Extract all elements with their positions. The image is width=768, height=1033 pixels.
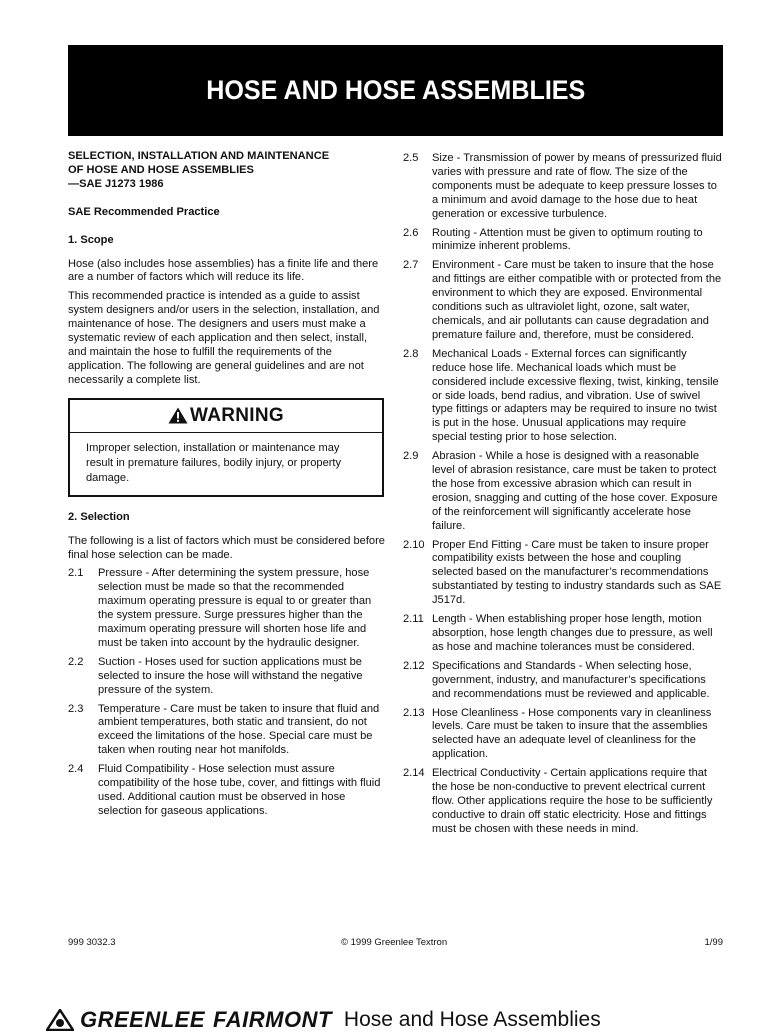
list-item <box>403 660 723 702</box>
brand-footer <box>46 1008 601 1032</box>
scope-heading: 1. Scope <box>68 233 114 246</box>
left-column <box>68 150 386 824</box>
item-text: Mechanical Loads - External forces can significantly reduce hose life. Mechanical loads which must be considered include excessive flexing, twist, kinking, tensile or side loads, bend radius, and vibration. Use of swivel type fittings or adapters may be required to insure no twist is put in the hose. Unusual applications may require special testing prior to hose selection. <box>432 347 719 444</box>
item-number: 2.12 <box>403 659 425 672</box>
document-heading-line: SELECTION, INSTALLATION AND MAINTENANCE <box>68 150 330 162</box>
item-text: Temperature - Care must be taken to insure that fluid and ambient temperatures, both static and transient, do not exceed the limitations of the hose. Special care must be taken when routing near hot manifolds. <box>98 702 380 757</box>
practice-label: SAE Recommended Practice <box>68 205 220 218</box>
item-number: 2.9 <box>403 450 419 463</box>
scope-paragraph: Hose (also includes hose assemblies) has a finite life and there are a number of factors which will reduce its life. <box>68 257 379 284</box>
list-item <box>403 152 723 222</box>
list-item <box>403 707 723 763</box>
item-text: Pressure - After determining the system pressure, hose selection must be made so that the recommended maximum operating pressure is equal to or greater than the system pressure. Surge pressures higher than the maximum operating pressure will shorten hose life and must be taken into account by the hydraulic designer. <box>98 567 372 649</box>
item-text: Electrical Conductivity - Certain applications require that the hose be non-conductive to prevent electrical current flow. Other applications require the hose to be sufficiently conductive to drain off static electricity. Hose and fittings must be chosen with these needs in mind. <box>432 767 713 835</box>
item-number: 2.7 <box>403 259 419 272</box>
list-item <box>403 539 723 609</box>
brand-tagline: Hose and Hose Assemblies <box>343 1008 601 1031</box>
item-text: Size - Transmission of power by means of pressurized fluid varies with pressure and rate of flow. The size of the components must be adequate to keep pressure losses to a minimum and avoid damage to the hose due to heat generation or excessive turbulence. <box>432 152 722 220</box>
item-number: 2.4 <box>68 763 84 776</box>
item-number: 2.11 <box>403 613 424 626</box>
title-banner <box>68 45 723 136</box>
list-item <box>403 767 723 837</box>
item-text: Abrasion - While a hose is designed with a reasonable level of abrasion resistance, care must be taken to protect the hose from excessive abrasion which can result in erosion, snagging and cutting of the hose cover. Exposure of the reinforcement will significantly accelerate hose failure. <box>432 450 718 532</box>
item-number: 2.1 <box>68 567 84 580</box>
list-item <box>403 450 723 533</box>
item-number: 2.8 <box>403 347 419 360</box>
warning-title: WARNING <box>190 404 284 426</box>
list-item <box>68 703 386 759</box>
selection-intro: The following is a list of factors which must be considered before final hose selection can be made. <box>68 534 385 561</box>
item-text: Specifications and Standards - When selecting hose, government, industry, and manufacturer’s specifications and recommendations must be reviewed and applicable. <box>432 659 710 700</box>
page-title: HOSE AND HOSE ASSEMBLIES <box>205 75 586 105</box>
warning-header <box>70 400 382 433</box>
revision-date: 1/99 <box>704 937 723 948</box>
item-number: 2.6 <box>403 226 419 239</box>
list-item <box>403 348 723 445</box>
document-heading-line: —SAE J1273 1986 <box>68 177 164 190</box>
item-number: 2.10 <box>403 538 425 551</box>
warning-triangle-icon <box>168 407 188 424</box>
document-heading <box>68 150 386 192</box>
item-text: Length - When establishing proper hose length, motion absorption, hose length changes due to pressure, as well as hose and machine tolerances must be considered. <box>432 613 713 653</box>
item-number: 2.13 <box>403 706 425 719</box>
item-text: Proper End Fitting - Care must be taken to insure proper compatibility exists between the hose and coupling selected based on the manufacturer’s recommendations substantiated by testing to industry standards such as SAE J517d. <box>432 538 722 607</box>
item-text: Suction - Hoses used for suction applications must be selected to insure the hose will withstand the negative pressure of the system. <box>98 655 363 696</box>
list-item <box>68 567 386 650</box>
list-item <box>403 259 723 342</box>
brand-name: GREENLEE <box>80 1007 206 1032</box>
brand-name: FAIRMONT <box>213 1007 332 1032</box>
document-number: 999 3032.3 <box>68 937 116 948</box>
list-item <box>68 763 386 819</box>
copyright: © 1999 Greenlee Textron <box>341 937 448 948</box>
list-item <box>403 613 723 655</box>
scope-paragraph: This recommended practice is intended as a guide to assist system designers and/or users in the selection, installation, and maintenance of hose. The designers and users must make a systematic review of each application and then select, install, and maintain the hose to fulfill the requirements of the application. The following are general guidelines and are not necessarily a complete list. <box>68 290 380 386</box>
item-number: 2.14 <box>403 767 425 780</box>
warning-text: Improper selection, installation or maintenance may result in premature failures, bodily injury, or property damage. <box>86 441 342 484</box>
item-text: Environment - Care must be taken to insure that the hose and fittings are either compatible with or protected from the environment to which they are exposed. Environmental conditions such as ultraviolet light, ozone, salt water, chemicals, and air pollutants can cause degradation and premature failure and, therefore, must be considered. <box>432 259 722 341</box>
list-item <box>68 656 386 698</box>
page-footer <box>68 937 723 951</box>
list-item <box>403 227 723 255</box>
item-number: 2.2 <box>68 655 84 668</box>
warning-box <box>68 398 384 497</box>
greenlee-logo-icon <box>46 1009 74 1031</box>
document-heading-line: OF HOSE AND HOSE ASSEMBLIES <box>68 163 254 176</box>
item-number: 2.3 <box>68 702 84 715</box>
selection-heading: 2. Selection <box>68 510 130 523</box>
item-text: Routing - Attention must be given to optimum routing to minimize inherent problems. <box>432 226 703 253</box>
item-text: Hose Cleanliness - Hose components vary in cleanliness levels. Care must be taken to insure that the assemblies selected have an adequate level of cleanliness for the application. <box>432 706 712 761</box>
right-column <box>403 152 723 842</box>
item-text: Fluid Compatibility - Hose selection must assure compatibility of the hose tube, cover, and fittings with fluid used. Additional caution must be observed in hose selection for gaseous applications. <box>98 763 381 817</box>
item-number: 2.5 <box>403 152 419 164</box>
